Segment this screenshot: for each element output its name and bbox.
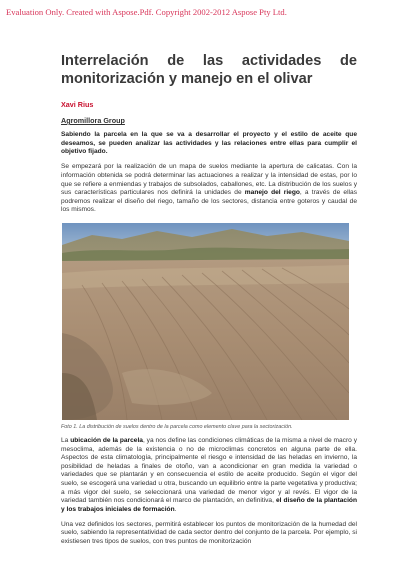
field-photo	[62, 223, 349, 420]
author-organization: Agromillora Group	[61, 116, 125, 125]
body-paragraph-3: Una vez definidos los sectores, permitirá establecer los puntos de monitorización de la humedad del suelo, sabiendo la representatividad de cada sector dentro del conjunto de la parcela. Por ejemplo, si existiesen tres tipos de suelos, con tres puntos de monitorización	[61, 520, 357, 546]
lead-paragraph: Sabiendo la parcela en la que se va a desarrollar el proyecto y el estilo de aceite que deseamos, se pueden analizar las actividades y las relaciones entre ellas para cumplir el objetivo fijado.	[61, 131, 357, 156]
evaluation-watermark: Evaluation Only. Created with Aspose.Pdf. Copyright 2002-2012 Aspose Pty Ltd.	[6, 7, 287, 17]
body-paragraph-1: Se empezará por la realización de un mapa de suelos mediante la apertura de calicatas. Con la información obtenida se podrá determinar las actuaciones a realizar y la intensidad de estas, por lo que se refiere a enmiendas y trabajos de subsolados, caballones, etc. La distribución de los suelos y sus características particulares nos definirá la unidades de manejo del riego, a través de ellas podremos realizar el diseño del riego, tamaño de los sectores, distancia entre goteros y caudal de los mismos.	[61, 163, 357, 214]
author-name: Xavi Rius	[61, 100, 94, 109]
emphasis-ubicacion: ubicación de la parcela	[70, 436, 143, 444]
article-title: Interrelación de las actividades de monitorización y manejo en el olivar	[61, 53, 357, 87]
photo-caption: Foto 1. La distribución de suelos dentro de la parcela como elemento clave para la sectorización.	[61, 423, 293, 430]
article-page	[61, 52, 357, 553]
body-paragraph-2: La ubicación de la parcela, ya nos define las condiciones climáticas de la misma a nivel de macro y mesoclima, además de la existencia o no de microclimas concretos en alguna parte de ella. Aspectos de esta climatología, principalmente el riesgo e intensidad de las heladas en invierno, la posibilidad de heladas a finales de otoño, van a acondicionar en gran medida la variedad o variedades que se plantarán y en consecuencia el estilo de aceite producido. Según el vigor del suelo, se escogerá una variedad u otra, buscando un equilibrio entre la parte vegetativa y productiva; a más vigor del suelo, se seleccionará una variedad de menor vigor y al revés. El vigor de la variedad también nos condicionará el marco de plantación, en definitiva, el diseño de la plantación y los trabajos iniciales de formación.	[61, 436, 358, 513]
emphasis-diseno-plantacion: el diseño de la plantación y los trabajos iniciales de formación	[61, 497, 357, 513]
emphasis-manejo-riego: manejo del riego	[244, 189, 300, 197]
